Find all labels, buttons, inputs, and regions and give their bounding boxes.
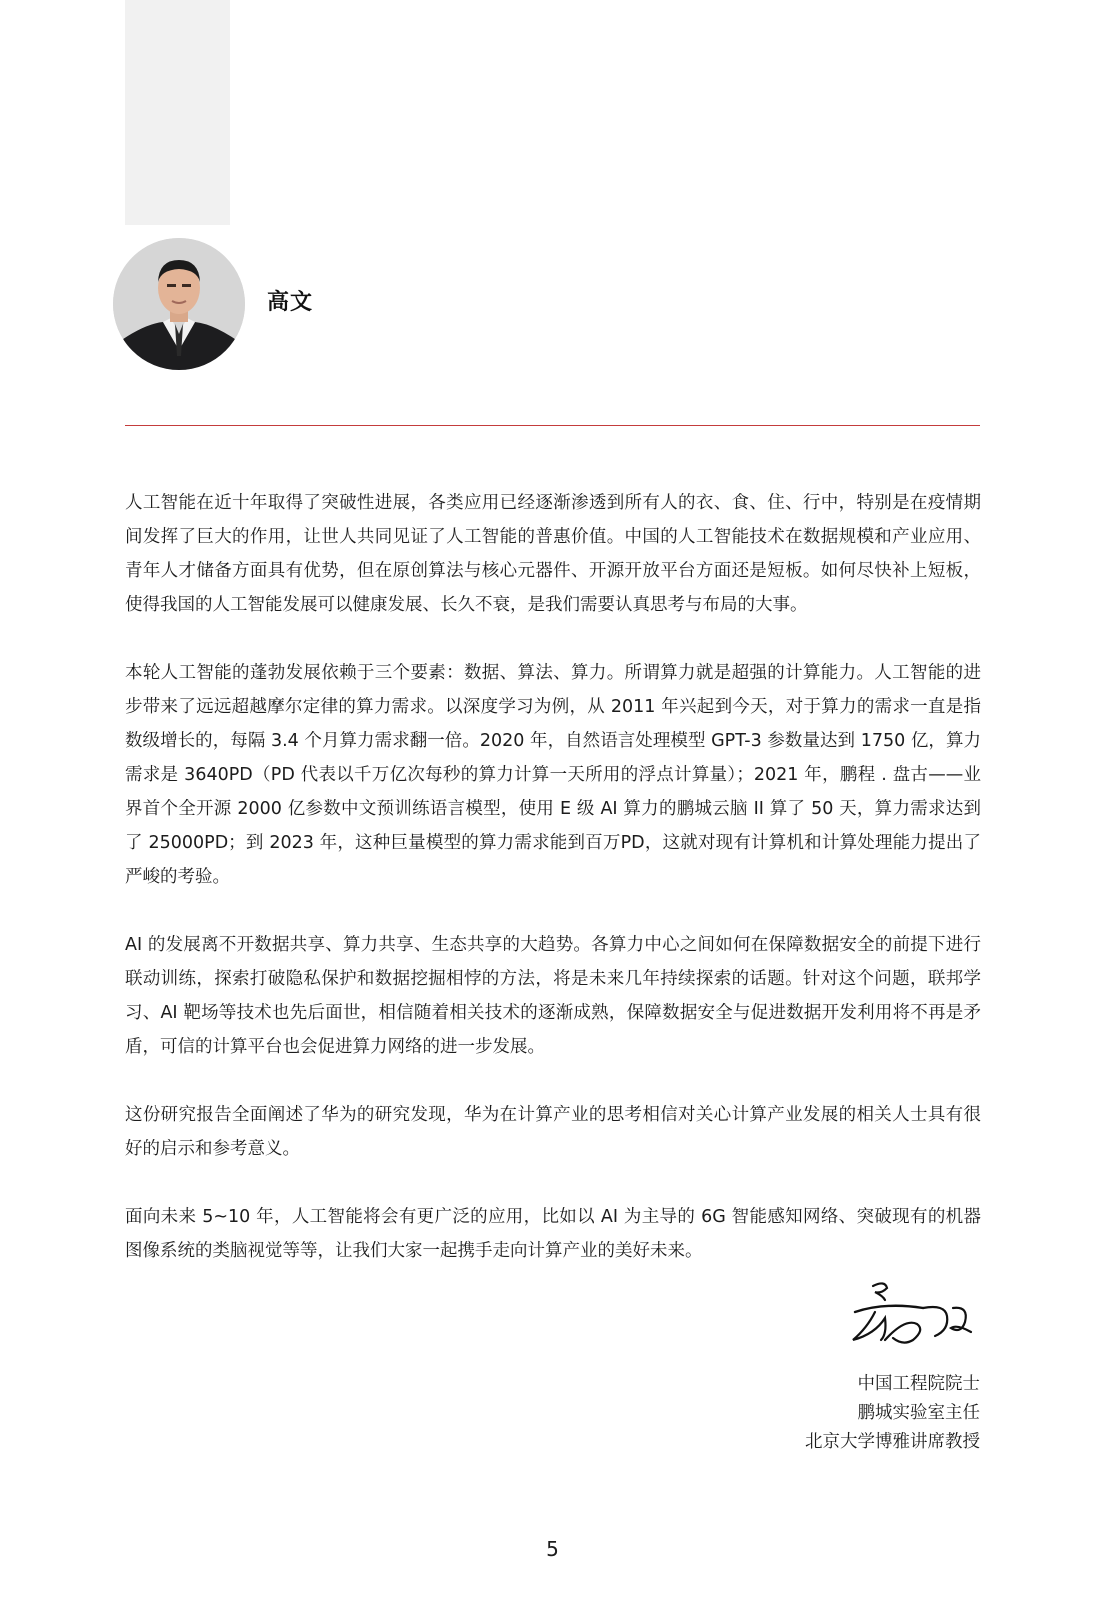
handwritten-signature [845, 1278, 980, 1358]
author-photo [113, 238, 245, 370]
decorative-header-strip [125, 0, 230, 225]
title-line-2: 鹏城实验室主任 [857, 1403, 980, 1423]
paragraph-2: 本轮人工智能的蓬勃发展依赖于三个要素：数据、算法、算力。所谓算力就是超强的计算能力。人工智能的进步带来了远远超越摩尔定律的算力需求。以深度学习为例，从 2011 年兴起到今天，对于算力的需求一直是指数级增长的，每隔 3.4 个月算力需求翻一倍。2020 年，自然语言处理模型 GPT-3 参数量达到 1750 亿，算力需求是 3640PD（PD 代表以千万亿次每秒的算力计算一天所用的浮点计算量）；2021 年，鹏程 . 盘古——业界首个全开源 2000 亿参数中文预训练语言模型，使用 E 级 AI 算力的鹏城云脑 II 算了 50 天，算力需求达到了 25000PD；到 2023 年，这种巨量模型的算力需求能到百万PD，这就对现有计算机和计算处理能力提出了严峻的考验。 [125, 663, 981, 887]
foreword-body [125, 486, 981, 1302]
page-number: 5 [546, 1537, 559, 1561]
author-titles [805, 1370, 980, 1457]
paragraph-1: 人工智能在近十年取得了突破性进展，各类应用已经逐渐渗透到所有人的衣、食、住、行中，特别是在疫情期间发挥了巨大的作用，让世人共同见证了人工智能的普惠价值。中国的人工智能技术在数据规模和产业应用、青年人才储备方面具有优势，但在原创算法与核心元器件、开源开放平台方面还是短板。如何尽快补上短板，使得我国的人工智能发展可以健康发展、长久不衰，是我们需要认真思考与布局的大事。 [125, 493, 981, 615]
title-line-3: 北京大学博雅讲席教授 [805, 1432, 980, 1452]
paragraph-3: AI 的发展离不开数据共享、算力共享、生态共享的大趋势。各算力中心之间如何在保障数据安全的前提下进行联动训练，探索打破隐私保护和数据挖掘相悖的方法，将是未来几年持续探索的话题。针对这个问题，联邦学习、AI 靶场等技术也先后面世，相信随着相关技术的逐渐成熟，保障数据安全与促进数据开发利用将不再是矛盾，可信的计算平台也会促进算力网络的进一步发展。 [125, 935, 981, 1057]
title-line-1: 中国工程院院士 [857, 1374, 980, 1394]
author-name: 高文 [267, 290, 314, 315]
paragraph-5: 面向未来 5~10 年，人工智能将会有更广泛的应用，比如以 AI 为主导的 6G 智能感知网络、突破现有的机器图像系统的类脑视觉等等，让我们大家一起携手走向计算产业的美好未来。 [125, 1207, 981, 1261]
section-divider [125, 425, 980, 426]
paragraph-4: 这份研究报告全面阐述了华为的研究发现，华为在计算产业的思考相信对关心计算产业发展的相关人士具有很好的启示和参考意义。 [125, 1105, 981, 1159]
portrait-illustration [113, 238, 245, 370]
